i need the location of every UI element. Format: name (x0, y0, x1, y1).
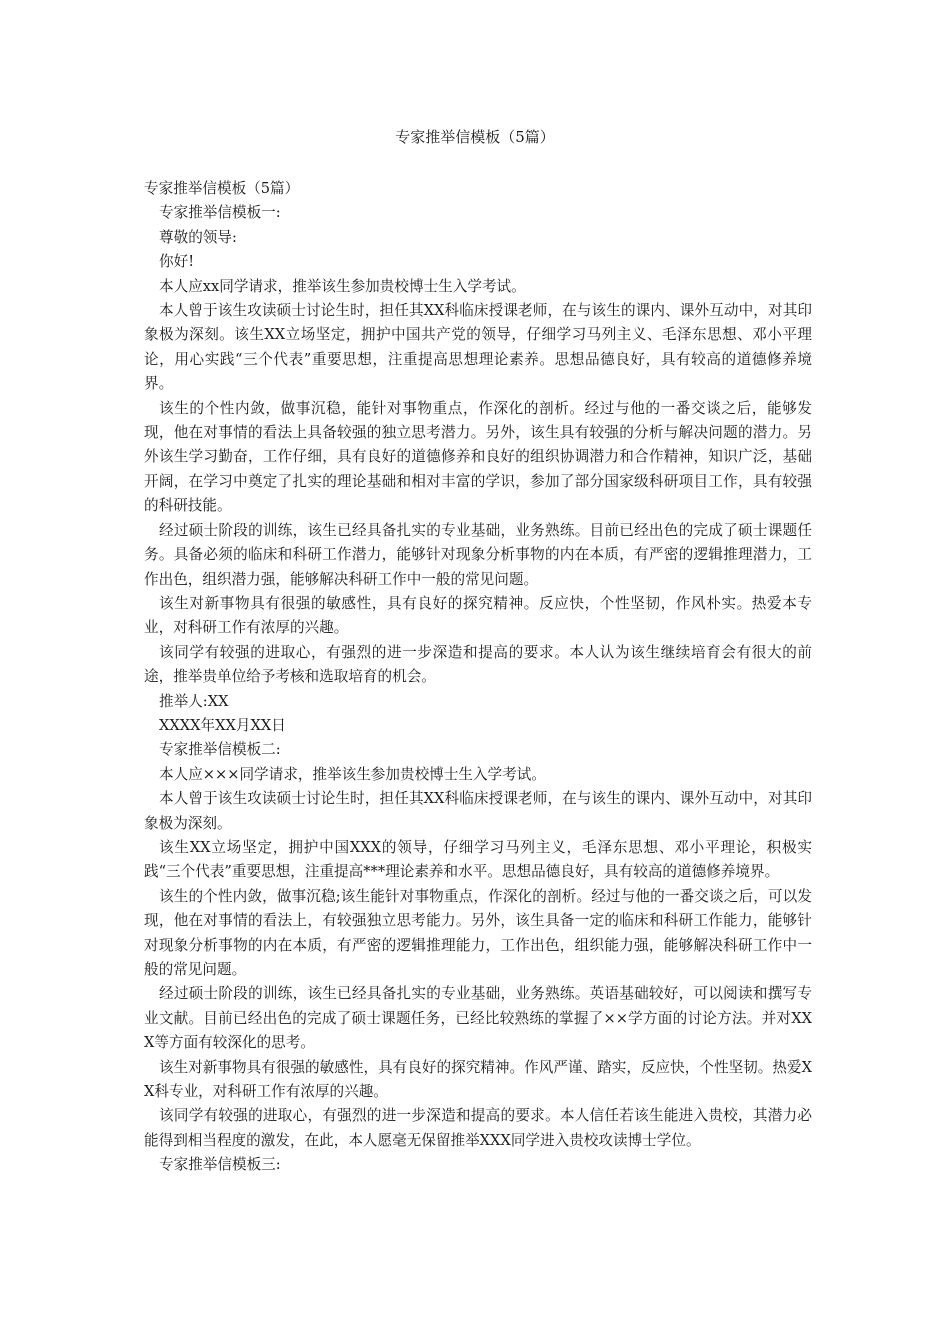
paragraph: 该生对新事物具有很强的敏感性，具有良好的探究精神。作风严谨、踏实，反应快，个性坚韧。热爱XX科专业，对科研工作有浓厚的兴趣。 (144, 1058, 812, 1101)
greeting: 你好! (159, 253, 195, 271)
paragraph: 该同学有较强的进取心，有强烈的进一步深造和提高的要求。本人信任若该生能进入贵校，其潜力必能得到相当程度的激发，在此，本人愿毫无保留推举XXX同学进入贵校攻读博士学位。 (144, 1107, 812, 1149)
page-title: 专家推举信模板（5篇） (395, 128, 555, 146)
section-heading-template-1: 专家推举信模板一: (159, 204, 281, 222)
paragraph: 该生的个性内敛，做事沉稳，能针对事物重点，作深化的剖析。经过与他的一番交谈之后，能够发现，他在对事情的看法上具备较强的独立思考潜力。另外，该生具有较强的分析与解决问题的潜力。另外该生学习勤奋，工作仔细，具有良好的道德修养和良好的组织协调潜力和合作精神，知识广泛，基础开阔，在学习中奠定了扎实的理论基础和相对丰富的学识，参加了部分国家级科研项目工作，具有较强的科研技能。 (144, 399, 812, 515)
paragraph: 本人曾于该生攻读硕士讨论生时，担任其XX科临床授课老师，在与该生的课内、课外互动中，对其印象极为深刻。该生XX立场坚定，拥护中国共产党的领导，仔细学习马列主义、毛泽东思想、邓小平理论，用心实践“三个代表”重要思想，注重提高思想理论素养。思想品德良好，具有较高的道德修养境界。 (144, 302, 812, 393)
salutation: 尊敬的领导: (159, 228, 237, 246)
signature-date: XXXX年XX月XX日 (159, 716, 286, 734)
paragraph: 经过硕士阶段的训练，该生已经具备扎实的专业基础，业务熟练。英语基础较好，可以阅读和撰写专业文献。目前已经出色的完成了硕士课题任务，已经比较熟练的掌握了××学方面的讨论方法。并对XXX等方面有较深化的思考。 (144, 985, 812, 1052)
paragraph: 经过硕士阶段的训练，该生已经具备扎实的专业基础，业务熟练。目前已经出色的完成了硕士课题任务。具备必须的临床和科研工作潜力，能够针对现象分析事物的内在本质，有严密的逻辑推理潜力，工作出色，组织潜力强，能够解决科研工作中一般的常见问题。 (144, 521, 812, 588)
document-heading: 专家推举信模板（5篇） (144, 180, 300, 197)
paragraph: 本人应×××同学请求，推举该生参加贵校博士生入学考试。 (159, 765, 546, 783)
section-heading-template-3: 专家推举信模板三: (159, 1156, 281, 1174)
paragraph: 该同学有较强的进取心，有强烈的进一步深造和提高的要求。本人认为该生继续培育会有很大的前途，推举贵单位给予考核和选取培育的机会。 (144, 643, 812, 686)
paragraph: 该生对新事物具有很强的敏感性，具有良好的探究精神。反应快，个性坚韧，作风朴实。热爱本专业，对科研工作有浓厚的兴趣。 (144, 594, 812, 637)
recommender-signature: 推举人:XX (159, 692, 229, 710)
section-heading-template-2: 专家推举信模板二: (159, 741, 281, 759)
paragraph: 该生的个性内敛，做事沉稳;该生能针对事物重点，作深化的剖析。经过与他的一番交谈之后，可以发现，他在对事情的看法上，有较强独立思考能力。另外，该生具备一定的临床和科研工作能力，能够针对现象分析事物的内在本质，有严密的逻辑推理能力，工作出色，组织能力强，能够解决科研工作中一般的常见问题。 (144, 887, 812, 978)
paragraph: 本人曾于该生攻读硕士讨论生时，担任其XX科临床授课老师，在与该生的课内、课外互动中，对其印象极为深刻。 (144, 790, 812, 832)
paragraph: 本人应xx同学请求，推举该生参加贵校博士生入学考试。 (159, 277, 526, 295)
document-body (144, 177, 812, 1178)
paragraph: 该生XX立场坚定，拥护中国XXX的领导，仔细学习马列主义，毛泽东思想、邓小平理论，积极实践“三个代表”重要思想，注重提高***理论素养和水平。思想品德良好，具有较高的道德修养境界。 (144, 838, 812, 881)
